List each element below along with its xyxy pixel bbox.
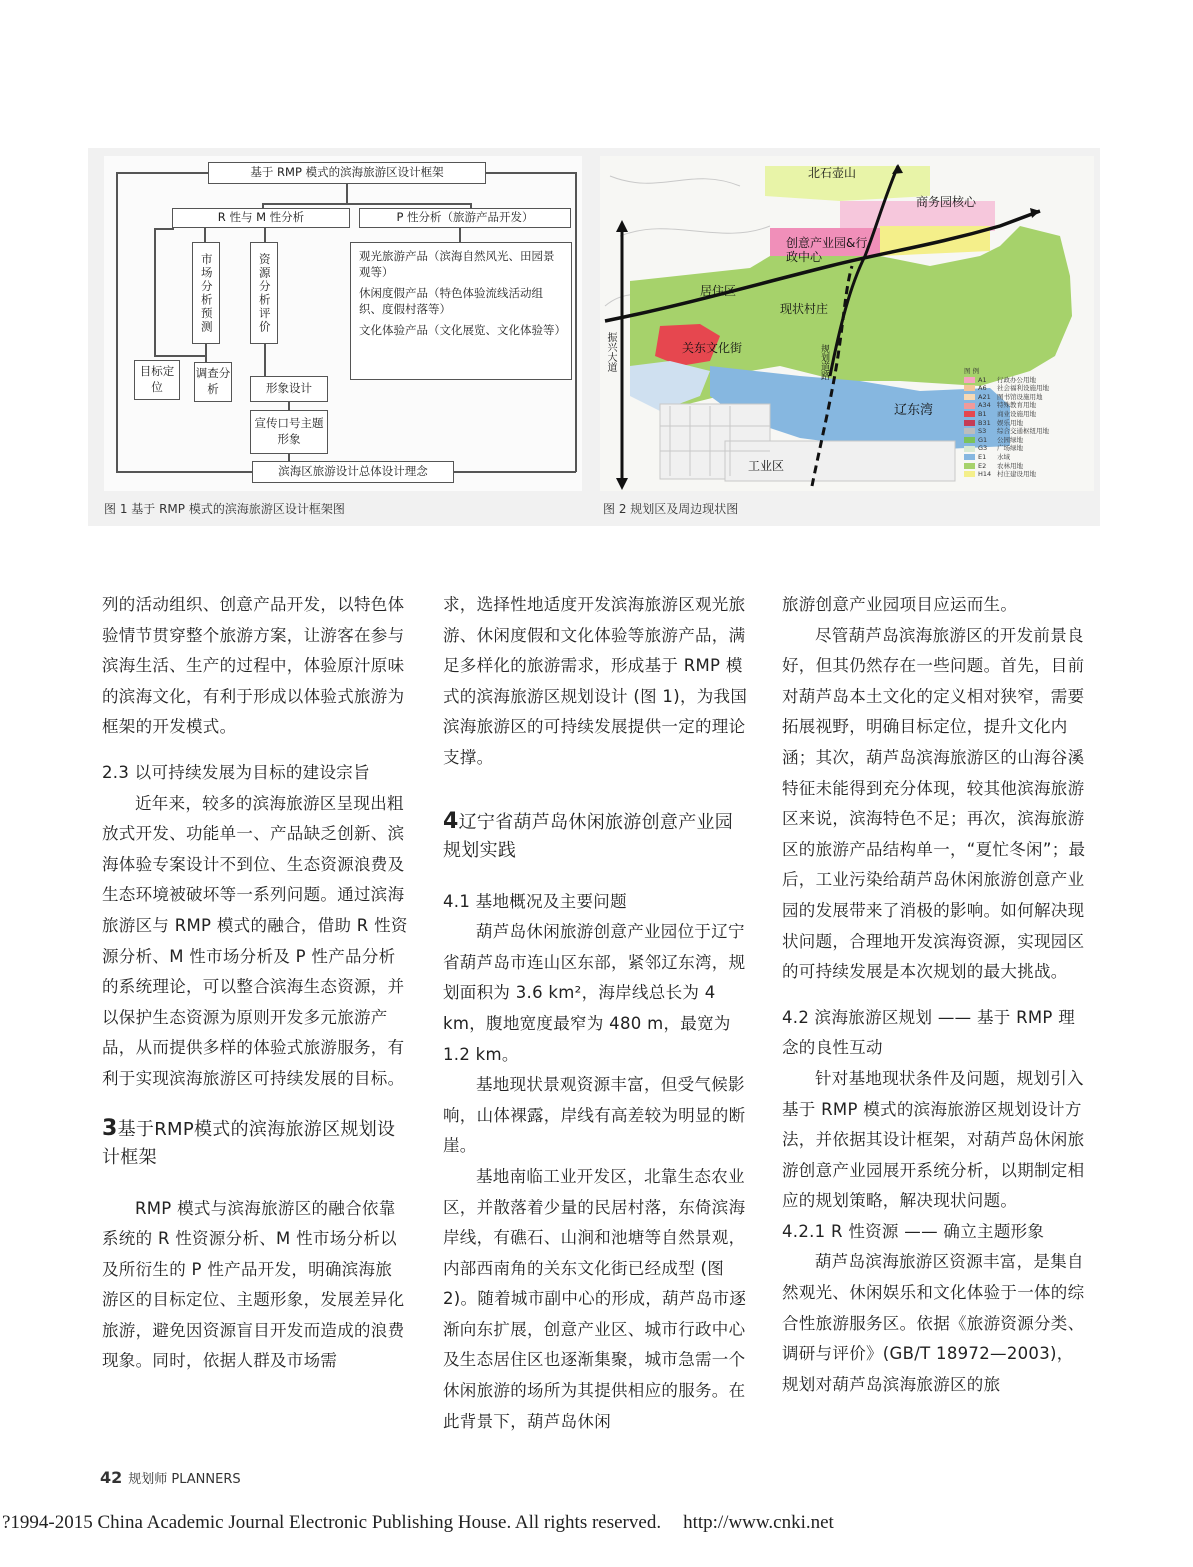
paragraph: 基地现状景观资源丰富，但受气候影响，山体裸露，岸线有高差较为明显的断崖。 bbox=[443, 1075, 746, 1156]
map-label-beishi: 北石壶山 bbox=[808, 166, 857, 180]
legend-code: B1 bbox=[978, 409, 987, 418]
fig1-slogan-box: 宣传口号主题形象 bbox=[250, 410, 328, 454]
map-label-village: 现状村庄 bbox=[780, 302, 829, 316]
legend-label: 综合交通枢纽用地 bbox=[997, 427, 1049, 436]
legend-code: H14 bbox=[978, 470, 992, 479]
legend-item bbox=[964, 419, 1090, 428]
legend-code: A34 bbox=[978, 401, 991, 410]
legend-code: A21 bbox=[978, 392, 991, 401]
text-column-2 bbox=[443, 590, 749, 1437]
legend-swatch bbox=[964, 446, 975, 452]
legend-swatch bbox=[964, 420, 975, 426]
page-number: 42 bbox=[100, 1468, 123, 1487]
legend-code: A6 bbox=[978, 384, 987, 393]
legend-label: 娱乐用地 bbox=[997, 418, 1023, 427]
legend-swatch bbox=[964, 411, 975, 417]
legend-swatch bbox=[964, 377, 975, 383]
figure-2-caption: 图 2 规划区及周边现状图 bbox=[603, 502, 739, 516]
fig1-target-box: 目标定位 bbox=[134, 360, 180, 400]
fig1-rm-box: R 性与 M 性分析 bbox=[172, 208, 350, 228]
map-label-guandong: 关东文化街 bbox=[682, 341, 743, 355]
legend-label: 图书馆设施用地 bbox=[997, 392, 1043, 401]
subsection-heading: 4.1 基地概况及主要问题 bbox=[443, 891, 627, 911]
legend-code: S3 bbox=[978, 427, 987, 436]
fig1-product-1: 观光旅游产品（滨海自然风光、田园景观等） bbox=[359, 249, 555, 279]
paragraph: 列的活动组织、创意产品开发，以特色体验情节贯穿整个旅游方案，让游客在参与滨海生活、生产的过程中，体验原汁原味的滨海文化，有利于形成以体验式旅游为框架的开发模式。 bbox=[102, 595, 405, 737]
map-legend bbox=[964, 367, 1090, 479]
map-label-liaodong: 辽东湾 bbox=[894, 403, 934, 418]
legend-label: 公园绿地 bbox=[997, 435, 1023, 444]
map-label-industrial: 工业区 bbox=[748, 459, 785, 473]
paragraph: 葫芦岛滨海旅游区资源丰富，是集自然观光、休闲娱乐和文化体验于一体的综合性旅游服务区。依据《旅游资源分类、调研与评价》(GB/T 18972—2003)，规划对葫芦岛滨海旅游区的旅 bbox=[782, 1252, 1085, 1394]
legend-code: B31 bbox=[978, 418, 991, 427]
fig1-market-box: 市场分析预测 bbox=[192, 242, 220, 344]
legend-swatch bbox=[964, 385, 975, 391]
legend-label: 行政办公用地 bbox=[997, 375, 1036, 384]
cnki-link[interactable]: http://www.cnki.net bbox=[683, 1512, 834, 1533]
paragraph: RMP 模式与滨海旅游区的融合依靠系统的 R 性资源分析、M 性市场分析以及所衍生的 P 性产品开发，明确滨海旅游区的目标定位、主题形象，发展差异化旅游，避免因资源盲目开发而造成的浪费现象。同时，依据人群及市场需 bbox=[102, 1198, 405, 1371]
section-heading: 2.3 以可持续发展为目标的建设宗旨 bbox=[102, 762, 370, 782]
legend-label: 农林用地 bbox=[997, 461, 1023, 470]
legend-item bbox=[964, 436, 1090, 445]
fig1-bottom-box: 滨海区旅游设计总体设计理念 bbox=[252, 461, 454, 483]
legend-swatch bbox=[964, 437, 975, 443]
legend-item bbox=[964, 427, 1090, 436]
legend-item bbox=[964, 384, 1090, 393]
legend-code: E1 bbox=[978, 452, 987, 461]
legend-swatch bbox=[964, 454, 975, 460]
section-heading: 3基于RMP模式的滨海旅游区规划设计框架 bbox=[102, 1115, 396, 1168]
paragraph: 旅游创意产业园项目应运而生。 bbox=[782, 595, 1018, 614]
legend-item bbox=[964, 401, 1090, 410]
fig1-products-box bbox=[350, 242, 572, 380]
legend-item bbox=[964, 470, 1090, 479]
figure-1-diagram bbox=[104, 156, 582, 491]
copyright-footer bbox=[0, 1512, 1193, 1534]
paragraph: 基地南临工业开发区，北靠生态农业区，并散落着少量的民居村落，东倚滨海岸线，有礁石、山涧和池塘等自然景观，内部西南角的关东文化街已经成型 (图 2)。随着城市副中心的形成，葫芦岛市逐渐向东扩展，创意产业区、城市行政中心及生态居住区也逐渐集聚，城市急需一个休闲旅游的场所为其提供相应的服务。在此背景下，葫芦岛休闲 bbox=[443, 1166, 747, 1431]
fig1-top-box: 基于 RMP 模式的滨海旅游区设计框架 bbox=[208, 162, 486, 184]
fig1-resource-box: 资源分析评价 bbox=[250, 242, 278, 344]
legend-label: 水域 bbox=[997, 452, 1010, 461]
page-folio bbox=[100, 1468, 241, 1487]
legend-label: 特殊教育用地 bbox=[997, 401, 1036, 410]
legend-item bbox=[964, 376, 1090, 385]
subsection-heading: 4.2.1 R 性资源 —— 确立主题形象 bbox=[782, 1221, 1045, 1241]
legend-item bbox=[964, 453, 1090, 462]
map-label-business: 商务园核心 bbox=[916, 195, 977, 209]
legend-label: 社会福利设施用地 bbox=[997, 384, 1049, 393]
fig1-p-box: P 性分析（旅游产品开发） bbox=[359, 208, 571, 228]
text-column-1 bbox=[102, 590, 408, 1377]
legend-swatch bbox=[964, 394, 975, 400]
legend-swatch bbox=[964, 403, 975, 409]
legend-swatch bbox=[964, 428, 975, 434]
paragraph: 葫芦岛休闲旅游创意产业园位于辽宁省葫芦岛市连山区东部，紧邻辽东湾，规划面积为 3.6 km²，海岸线总长为 4 km，腹地宽度最窄为 480 m，最宽为 1.2 km。 bbox=[443, 922, 746, 1064]
fig1-survey-box: 调查分析 bbox=[194, 362, 232, 402]
legend-swatch bbox=[964, 471, 975, 477]
legend-label: 广场绿地 bbox=[997, 444, 1023, 453]
paragraph: 针对基地现状条件及问题，规划引入基于 RMP 模式的滨海旅游区规划设计方法，并依据其设计框架，对葫芦岛休闲旅游创意产业园展开系统分析，以期制定相应的规划策略，解决现状问题。 bbox=[782, 1068, 1085, 1211]
paragraph: 尽管葫芦岛滨海旅游区的开发前景良好，但其仍然存在一些问题。首先，目前对葫芦岛本土文化的定义相对狭窄，需要拓展视野，明确目标定位，提升文化内涵；其次，葫芦岛滨海旅游区的山海谷溪特征未能得到充分体现，较其他滨海旅游区来说，滨海特色不足；再次，滨海旅游区的旅游产品结构单一，“夏忙冬闲”；最后，工业污染给葫芦岛休闲旅游创意产业园的发展带来了消极的影响。如何解决现状问题，合理地开发滨海资源，实现园区的可持续发展是本次规划的最大挑战。 bbox=[782, 625, 1086, 982]
subsection-heading: 4.2 滨海旅游区规划 —— 基于 RMP 理念的良性互动 bbox=[782, 1007, 1076, 1058]
map-label-zhenxing: 振兴大道 bbox=[605, 332, 616, 372]
legend-code: A1 bbox=[978, 375, 987, 384]
fig1-image-design-box: 形象设计 bbox=[250, 376, 328, 402]
legend-code: E2 bbox=[978, 461, 987, 470]
legend-label: 村庄建设用地 bbox=[997, 470, 1036, 479]
legend-label: 商业设施用地 bbox=[997, 409, 1036, 418]
fig1-product-3: 文化体验产品（文化展览、文化体验等） bbox=[359, 323, 566, 338]
paragraph: 近年来，较多的滨海旅游区呈现出粗放式开发、功能单一、产品缺乏创新、滨海体验专案设计不到位、生态资源浪费及生态环境被破坏等一系列问题。通过滨海旅游区与 RMP 模式的融合，借助 R 性资源分析、M 性市场分析及 P 性产品分析的系统理论，可以整合滨海生态资源，并以保护生态资源为原则开发多元旅游产品，从而提供多样的体验式旅游服务，有利于实现滨海旅游区可持续发展的目标。 bbox=[102, 793, 408, 1088]
copyright-text: ?1994-2015 China Academic Journal Electronic Publishing House. All rights reserved. bbox=[2, 1512, 662, 1533]
text-column-3 bbox=[782, 590, 1088, 1400]
figure-1-caption: 图 1 基于 RMP 模式的滨海旅游区设计框架图 bbox=[104, 502, 345, 516]
journal-name: 规划师 PLANNERS bbox=[128, 1472, 241, 1487]
legend-code: G1 bbox=[978, 435, 988, 444]
map-label-planned-road: 规划道路 bbox=[819, 344, 829, 380]
legend-swatch bbox=[964, 463, 975, 469]
legend-item bbox=[964, 444, 1090, 453]
paragraph: 求，选择性地适度开发滨海旅游区观光旅游、休闲度假和文化体验等旅游产品，满足多样化的旅游需求，形成基于 RMP 模式的滨海旅游区规划设计 (图 1)，为我国滨海旅游区的可持续发展提供一定的理论支撑。 bbox=[443, 595, 748, 767]
map-label-residential: 居住区 bbox=[700, 284, 737, 298]
section-heading: 4辽宁省葫芦岛休闲旅游创意产业园规划实践 bbox=[443, 808, 734, 861]
fig1-product-2: 休闲度假产品（特色体验流线活动组织、度假村落等） bbox=[359, 286, 543, 316]
legend-title: 图 例 bbox=[964, 367, 980, 375]
map-label-creative: 创意产业园&行政中心 bbox=[786, 236, 868, 264]
legend-item bbox=[964, 410, 1090, 419]
legend-item bbox=[964, 462, 1090, 471]
legend-code: G3 bbox=[978, 444, 988, 453]
